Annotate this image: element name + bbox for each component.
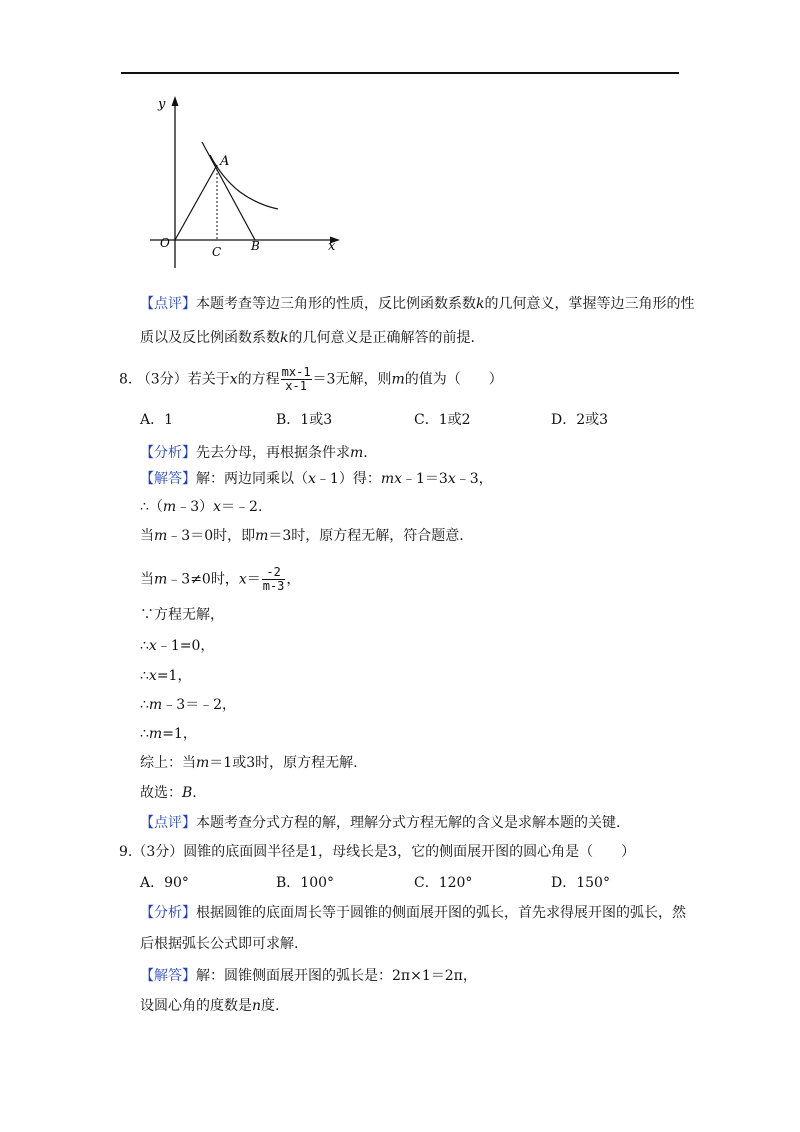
- q8-answer-line9: ∴m=1，: [140, 726, 197, 742]
- label-y: y: [158, 97, 166, 112]
- q9-option-b: B．100°: [276, 875, 335, 891]
- q8-answer-line3: 当m﹣3＝0时，即m＝3时，原方程无解，符合题意.: [140, 528, 464, 544]
- label-o: O: [160, 236, 170, 250]
- label-b: B: [251, 239, 260, 253]
- label-c: C: [212, 245, 222, 259]
- q8-comment: 【点评】本题考查分式方程的解，理解分式方程无解的含义是求解本题的关键.: [140, 815, 621, 831]
- q8-answer-line10: 综上：当m＝1或3时，原方程无解.: [140, 755, 358, 771]
- q8-answer-line4: 当m﹣3≠0时，x＝ $\frac{-2}{m-3}$ ，: [140, 565, 301, 593]
- label-a: A: [220, 154, 230, 169]
- q8-answer-line6: ∴x﹣1=0，: [140, 638, 215, 654]
- q8-answer-line8: ∴m﹣3＝﹣2，: [140, 697, 237, 713]
- q8-analysis: 【分析】先去分母，再根据条件求m.: [140, 445, 368, 461]
- solution-fraction: $\frac{-2}{m-3}$: [262, 565, 285, 593]
- q8-stem: 8. （3分）若关于x的方程 $\frac{mx-1}{x-1}$ ＝3无解，则m的值为（ ）: [119, 365, 503, 393]
- q7-comment-line1: 【点评】本题考查等边三角形的性质，反比例函数系数k的几何意义，掌握等边三角形的性: [140, 296, 695, 312]
- q8-option-b: B．1或3: [276, 412, 333, 428]
- label-x: x: [328, 239, 336, 254]
- q8-answer-line7: ∴x=1，: [140, 668, 192, 684]
- q8-answer-line2: ∴（m﹣3）x＝﹣2.: [140, 499, 263, 515]
- q9-answer-line2: 设圆心角的度数是n度.: [140, 998, 280, 1014]
- q8-answer-line5: ∵方程无解，: [140, 607, 224, 623]
- graph-figure: [150, 92, 350, 272]
- q7-comment-line2: 质以及反比例函数系数k的几何意义是正确解答的前提.: [140, 330, 475, 346]
- q9-option-d: D．150°: [551, 875, 610, 891]
- q9-analysis-line1: 【分析】根据圆锥的底面周长等于圆锥的侧面展开图的弧长，首先求得展开图的弧长，然: [140, 905, 686, 921]
- q8-option-a: A．1: [140, 412, 174, 428]
- q9-analysis-line2: 后根据弧长公式即可求解.: [140, 936, 299, 952]
- q9-answer-line1: 【解答】解：圆锥侧面展开图的弧长是：2π×1＝2π，: [140, 968, 477, 984]
- q8-option-c: C．1或2: [414, 412, 471, 428]
- q8-answer-line11: 故选：B.: [140, 785, 197, 801]
- q8-answer-line1: 【解答】解：两边同乘以（x﹣1）得：mx﹣1＝3x﹣3，: [140, 471, 493, 487]
- x-axis: [150, 237, 340, 244]
- q8-option-d: D．2或3: [551, 412, 609, 428]
- q9-option-a: A．90°: [140, 875, 189, 891]
- q9-option-c: C．120°: [414, 875, 473, 891]
- y-axis: [172, 96, 179, 268]
- header-rule: [121, 72, 679, 74]
- q9-stem: 9.（3分）圆锥的底面圆半径是1，母线长是3，它的侧面展开图的圆心角是（ ）: [119, 844, 636, 860]
- equation-fraction: $\frac{mx-1}{x-1}$: [281, 365, 311, 393]
- comment-tag: 点评: [154, 296, 182, 312]
- segment-oa: [175, 165, 217, 240]
